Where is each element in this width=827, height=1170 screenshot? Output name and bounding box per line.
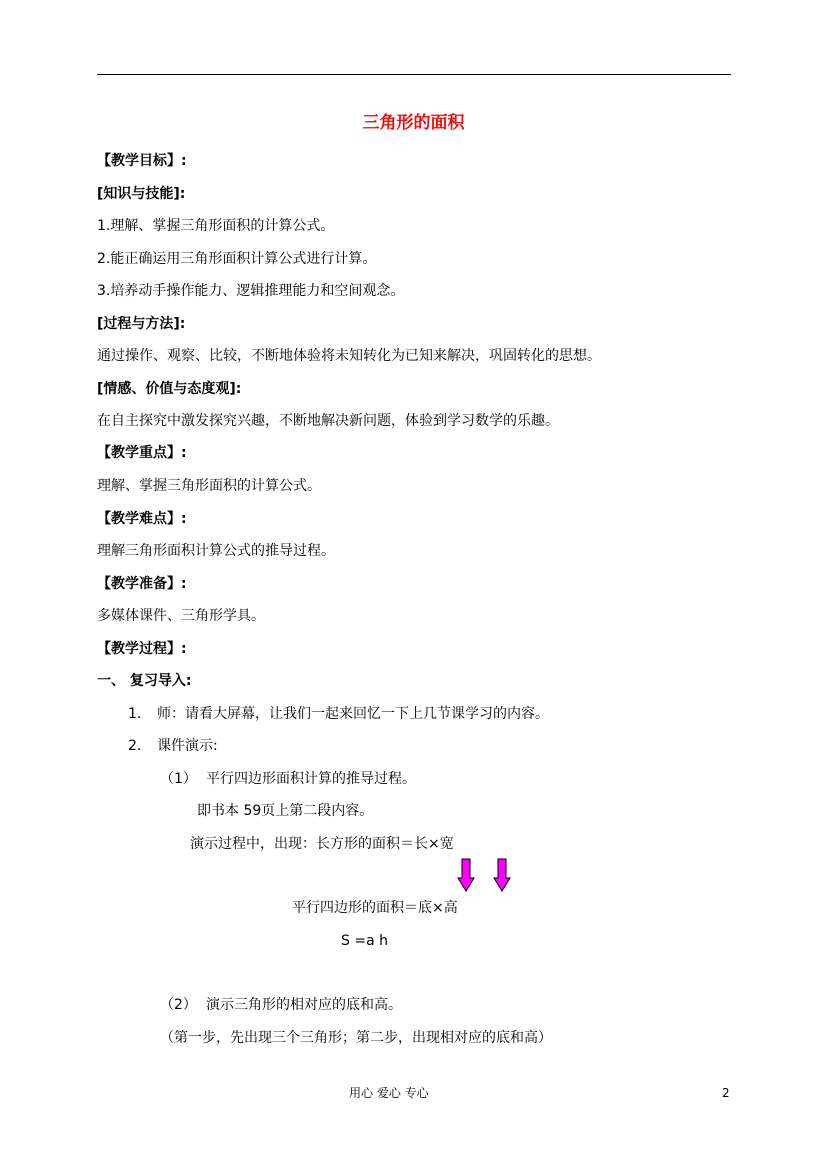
step-text: 课件演示: bbox=[157, 738, 218, 754]
header-rule bbox=[97, 74, 731, 75]
sub-item-text: 平行四边形面积计算的推导过程。 bbox=[206, 771, 416, 787]
step-text: 师：请看大屏幕，让我们一起来回忆一下上几节课学习的内容。 bbox=[157, 706, 549, 722]
down-arrow-icon bbox=[457, 858, 475, 892]
demo-line: 演示过程中，出现：长方形的面积＝长×宽 bbox=[190, 836, 454, 852]
objectives-heading: 【教学目标】: bbox=[97, 153, 187, 169]
key-points-heading: 【教学重点】: bbox=[97, 445, 187, 461]
step-number: 1. bbox=[128, 706, 142, 722]
footer-motto: 用心 爱心 专心 bbox=[349, 1086, 429, 1100]
process-heading: [过程与方法]: bbox=[97, 316, 186, 332]
knowledge-item: 2.能正确运用三角形面积计算公式进行计算。 bbox=[97, 251, 377, 267]
emotion-text: 在自主探究中激发探究兴趣，不断地解决新问题，体验到学习数学的乐趣。 bbox=[97, 413, 559, 429]
knowledge-item: 1.理解、掌握三角形面积的计算公式。 bbox=[97, 218, 335, 234]
sub-item-1-detail: 即书本 59页上第二段内容。 bbox=[197, 803, 374, 819]
knowledge-heading: [知识与技能]: bbox=[97, 186, 186, 202]
emotion-heading: [情感、价值与态度观]: bbox=[97, 381, 242, 397]
step-1 bbox=[128, 705, 549, 723]
page-number: 2 bbox=[722, 1086, 730, 1100]
sub-item-2-detail: （第一步，先出现三个三角形；第二步，出现相对应的底和高） bbox=[160, 1030, 552, 1046]
procedure-heading: 【教学过程】: bbox=[97, 641, 187, 657]
difficulty-heading: 【教学难点】: bbox=[97, 511, 187, 527]
part1-heading: 一、 复习导入: bbox=[97, 673, 192, 689]
down-arrow-icon bbox=[493, 858, 511, 892]
difficulty-text: 理解三角形面积计算公式的推导过程。 bbox=[97, 543, 335, 559]
sub-item-1 bbox=[160, 770, 416, 788]
process-text: 通过操作、观察、比较，不断地体验将未知转化为已知来解决，巩固转化的思想。 bbox=[97, 348, 601, 364]
preparation-text: 多媒体课件、三角形学具。 bbox=[97, 608, 265, 624]
sub-item-2 bbox=[160, 996, 402, 1014]
formula-symbol: S =a h bbox=[341, 933, 388, 949]
preparation-heading: 【教学准备】: bbox=[97, 576, 187, 592]
sub-item-text: 演示三角形的相对应的底和高。 bbox=[206, 997, 402, 1013]
formula-line: 平行四边形的面积＝底×高 bbox=[292, 900, 458, 916]
key-points-text: 理解、掌握三角形面积的计算公式。 bbox=[97, 478, 321, 494]
page-title: 三角形的面积 bbox=[362, 113, 465, 133]
sub-item-number: （1） bbox=[160, 771, 197, 787]
sub-item-number: （2） bbox=[160, 997, 197, 1013]
step-number: 2. bbox=[128, 738, 142, 754]
knowledge-item: 3.培养动手操作能力、逻辑推理能力和空间观念。 bbox=[97, 283, 405, 299]
step-2 bbox=[128, 737, 218, 755]
